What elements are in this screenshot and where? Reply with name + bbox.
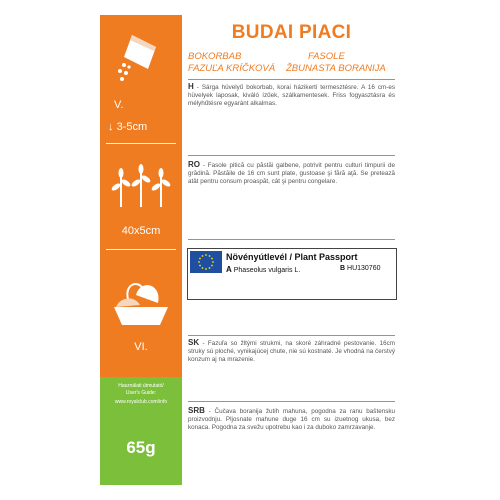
net-weight: 65g (126, 438, 156, 457)
depth-row (108, 121, 147, 133)
divider (188, 79, 395, 80)
seed-bag-icon (114, 31, 164, 86)
seedlings-icon (110, 161, 172, 211)
divider (188, 401, 395, 402)
name-ro: FASOLE (308, 51, 345, 62)
users-guide-box (100, 377, 182, 420)
divider (106, 249, 176, 250)
name-hu: BOKORBAB (188, 51, 242, 62)
passport-a-label: A (226, 265, 232, 274)
passport-b-label: B (340, 265, 346, 272)
lang-code-srb: SRB (188, 406, 205, 415)
passport-a-value: Phaseolus vulgaris L. (233, 267, 301, 274)
description-sk (188, 339, 395, 364)
info-sidebar (100, 15, 182, 485)
eu-flag-icon (190, 251, 222, 273)
arrow-down-icon: ↓ (108, 121, 114, 133)
guide-line-2: User's Guide: (125, 390, 157, 396)
lang-code-sk: SK (188, 338, 200, 347)
lang-code-hu: H (188, 82, 194, 91)
divider (188, 335, 395, 336)
description-srb (188, 407, 395, 432)
sow-month: V. (114, 99, 124, 111)
text-sk: - Fazuľa so žltými strukmi, na skoré záhradné pestovanie. 16cm struky sú ploché, vynikajúcej chute, nie sú kostnaté. Je vhodná na čerstvý konzum aj na mrazenie. (188, 340, 395, 363)
variety-title: BUDAI PIACI (231, 22, 352, 43)
seed-packet-back (100, 15, 395, 485)
description-ro (188, 161, 395, 186)
text-hu: - Sárga hüvelyű bokorbab, korai házikerti termesztésre. A 16 cm-es hüvelyek laposak, kiváló ízűek, szálkamentesek. Friss fogyasztásra és mélyhűtésre egyaránt alkalmas. (188, 84, 396, 107)
guide-url[interactable]: www.royalclub.com/info (114, 399, 168, 405)
passport-title: Növényútlevél / Plant Passport (226, 252, 358, 262)
passport-row-a (226, 265, 300, 274)
weight-box (100, 420, 182, 485)
divider (106, 143, 176, 144)
divider (188, 155, 395, 156)
text-ro: - Fasole pitică cu păstăi galbene, potrivit pentru culturi timpurii de grădină. Păstăile de 16 cm sunt plate, gustoase şi fără aţă. Se pretează atât pentru consum proaspăt, cât şi pentru congelare. (188, 162, 395, 185)
harvest-basket-icon (110, 277, 172, 329)
passport-row-b (340, 265, 380, 272)
text-srb: - Čučava boranija žutih mahuna, pogodna za ranu baštensku proizvodnju. Pljosnate mahune duge 16 cm su izuetnog ukusa, bez konaca. Pogodna za svežu upotrebu kao i za duboko zamrzavanje. (188, 408, 395, 431)
sowing-depth: 3-5cm (116, 121, 148, 133)
harvest-month: VI. (134, 341, 148, 353)
name-srb: ŽBUNASTA BORANIJA (286, 63, 386, 74)
name-sk: FAZUĽA KRÍČKOVÁ (188, 63, 276, 74)
divider (188, 239, 395, 240)
passport-b-value: HU130760 (347, 265, 381, 272)
plant-spacing: 40x5cm (121, 225, 161, 237)
lang-code-ro: RO (188, 160, 200, 169)
description-hu (188, 83, 395, 108)
guide-line-1: Használati útmutató/ (118, 383, 164, 389)
plant-passport (187, 248, 397, 300)
